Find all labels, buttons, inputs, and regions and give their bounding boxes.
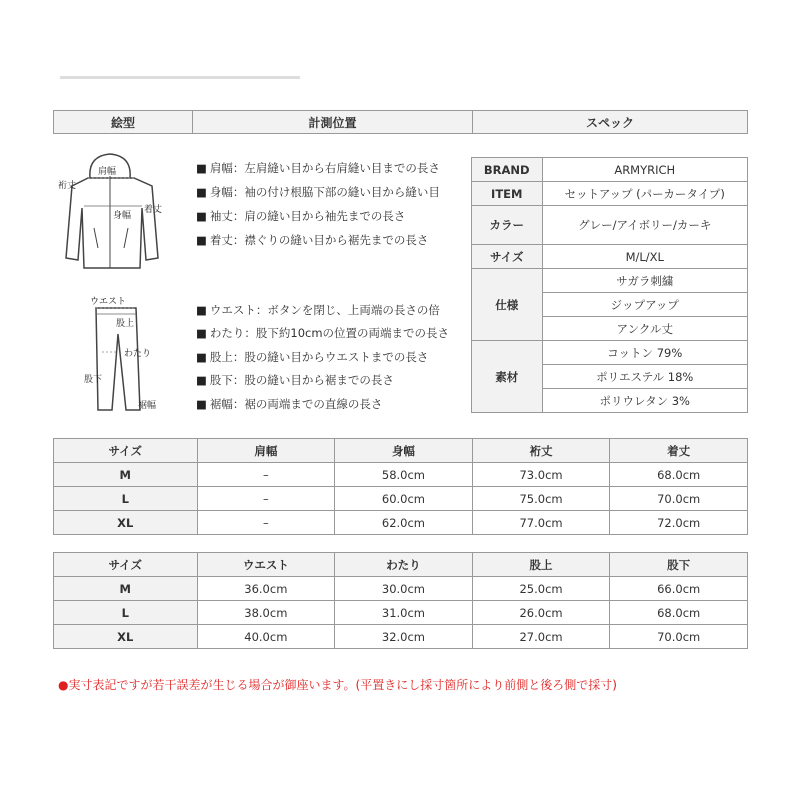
label-waist: ウエスト bbox=[90, 297, 127, 307]
value-cell: 32.0cm bbox=[335, 625, 473, 649]
size-cell: L bbox=[54, 487, 198, 511]
table-row bbox=[54, 463, 748, 487]
measure-shoulder: ■ 肩幅：左肩縫い目から右肩縫い目までの長さ bbox=[196, 161, 440, 175]
label-length: 着丈 bbox=[144, 205, 163, 215]
spec-material-key: 素材 bbox=[472, 341, 543, 413]
spec-size-key: サイズ bbox=[472, 245, 543, 269]
pants-illustration bbox=[58, 294, 168, 414]
header-spec: スペック bbox=[585, 115, 634, 130]
measure-sleeve: ■ 袖丈：肩の縫い目から袖先までの長さ bbox=[196, 209, 406, 223]
measure-thigh: ■ わたり：股下約10cmの位置の両端までの長さ bbox=[196, 326, 450, 340]
header-cell: サイズ bbox=[54, 439, 198, 463]
value-cell: – bbox=[197, 463, 335, 487]
measure-inseam: ■ 股下：股の縫い目から裾までの長さ bbox=[196, 373, 394, 387]
size-cell: L bbox=[54, 601, 198, 625]
disclaimer-note: ●実寸表記ですが若干誤差が生じる場合が御座います。(平置きにし採寸箇所により前側と後ろ側で採寸) bbox=[58, 678, 617, 692]
hoodie-illustration bbox=[58, 148, 168, 273]
label-inseam: 股下 bbox=[84, 375, 103, 385]
spec-color-key: カラー bbox=[472, 206, 543, 245]
spec-brand-key: BRAND bbox=[472, 158, 543, 182]
measure-length: ■ 着丈：襟ぐりの縫い目から裾先までの長さ bbox=[196, 233, 429, 247]
table-row bbox=[54, 487, 748, 511]
table-header-row bbox=[54, 553, 748, 577]
value-cell: 31.0cm bbox=[335, 601, 473, 625]
measure-rise: ■ 股上：股の縫い目からウエストまでの長さ bbox=[196, 350, 429, 364]
table-row bbox=[54, 625, 748, 649]
header-illustration: 絵型 bbox=[54, 111, 193, 133]
value-cell: 68.0cm bbox=[610, 601, 748, 625]
header-cell: 裄丈 bbox=[472, 439, 610, 463]
header-cell: 着丈 bbox=[610, 439, 748, 463]
header-cell: 股上 bbox=[472, 553, 610, 577]
spec-material-3: ポリウレタン 3% bbox=[542, 389, 747, 413]
measure-hem: ■ 裾幅：裾の両端までの直線の長さ bbox=[196, 397, 383, 411]
value-cell: 26.0cm bbox=[472, 601, 610, 625]
header-cell: わたり bbox=[335, 553, 473, 577]
value-cell: 36.0cm bbox=[197, 577, 335, 601]
value-cell: – bbox=[197, 511, 335, 535]
label-sleeve: 裄丈 bbox=[58, 181, 77, 191]
header-cell: 肩幅 bbox=[197, 439, 335, 463]
size-cell: M bbox=[54, 463, 198, 487]
top-size-table bbox=[53, 438, 748, 535]
size-cell: XL bbox=[54, 625, 198, 649]
value-cell: 73.0cm bbox=[472, 463, 610, 487]
spec-item-key: ITEM bbox=[472, 182, 543, 206]
value-cell: 25.0cm bbox=[472, 577, 610, 601]
value-cell: 58.0cm bbox=[335, 463, 473, 487]
size-cell: XL bbox=[54, 511, 198, 535]
value-cell: 38.0cm bbox=[197, 601, 335, 625]
header-cell: 股下 bbox=[610, 553, 748, 577]
value-cell: 62.0cm bbox=[335, 511, 473, 535]
spec-feature-2: ジップアップ bbox=[542, 293, 747, 317]
value-cell: 75.0cm bbox=[472, 487, 610, 511]
value-cell: 68.0cm bbox=[610, 463, 748, 487]
table-row bbox=[54, 511, 748, 535]
spec-material-2: ポリエステル 18% bbox=[542, 365, 747, 389]
label-rise: 股上 bbox=[116, 319, 135, 329]
header-measure-position: 計測位置 bbox=[193, 111, 473, 133]
table-header-row bbox=[54, 439, 748, 463]
faint-text-line bbox=[60, 76, 300, 79]
spec-feature-1: サガラ刺繍 bbox=[542, 269, 747, 293]
value-cell: 30.0cm bbox=[335, 577, 473, 601]
value-cell: 70.0cm bbox=[610, 625, 748, 649]
table-row bbox=[54, 601, 748, 625]
measure-body-width: ■ 身幅：袖の付け根脇下部の縫い目から縫い目 bbox=[196, 185, 440, 199]
header-cell: 身幅 bbox=[335, 439, 473, 463]
header-cell: サイズ bbox=[54, 553, 198, 577]
spec-item-value: セットアップ (パーカータイプ) bbox=[542, 182, 747, 206]
spec-table bbox=[471, 157, 748, 413]
value-cell: 77.0cm bbox=[472, 511, 610, 535]
value-cell: 72.0cm bbox=[610, 511, 748, 535]
bottom-size-table bbox=[53, 552, 748, 649]
value-cell: 66.0cm bbox=[610, 577, 748, 601]
spec-feature-key: 仕様 bbox=[472, 269, 543, 341]
value-cell: 40.0cm bbox=[197, 625, 335, 649]
spec-color-value: グレー/アイボリー/カーキ bbox=[542, 206, 747, 245]
header-cell: ウエスト bbox=[197, 553, 335, 577]
size-cell: M bbox=[54, 577, 198, 601]
value-cell: 70.0cm bbox=[610, 487, 748, 511]
table-row bbox=[54, 577, 748, 601]
label-body-width: 身幅 bbox=[113, 211, 132, 221]
measure-waist: ■ ウエスト：ボタンを閉じ、上両端の長さの倍 bbox=[196, 303, 440, 317]
value-cell: 60.0cm bbox=[335, 487, 473, 511]
label-shoulder: 肩幅 bbox=[98, 167, 117, 177]
spec-brand-value: ARMYRICH bbox=[542, 158, 747, 182]
spec-material-1: コットン 79% bbox=[542, 341, 747, 365]
value-cell: – bbox=[197, 487, 335, 511]
section-header bbox=[53, 110, 748, 134]
label-thigh: わたり bbox=[124, 349, 152, 359]
label-hem: 裾幅 bbox=[138, 401, 157, 411]
spec-feature-3: アンクル丈 bbox=[542, 317, 747, 341]
value-cell: 27.0cm bbox=[472, 625, 610, 649]
spec-size-value: M/L/XL bbox=[542, 245, 747, 269]
